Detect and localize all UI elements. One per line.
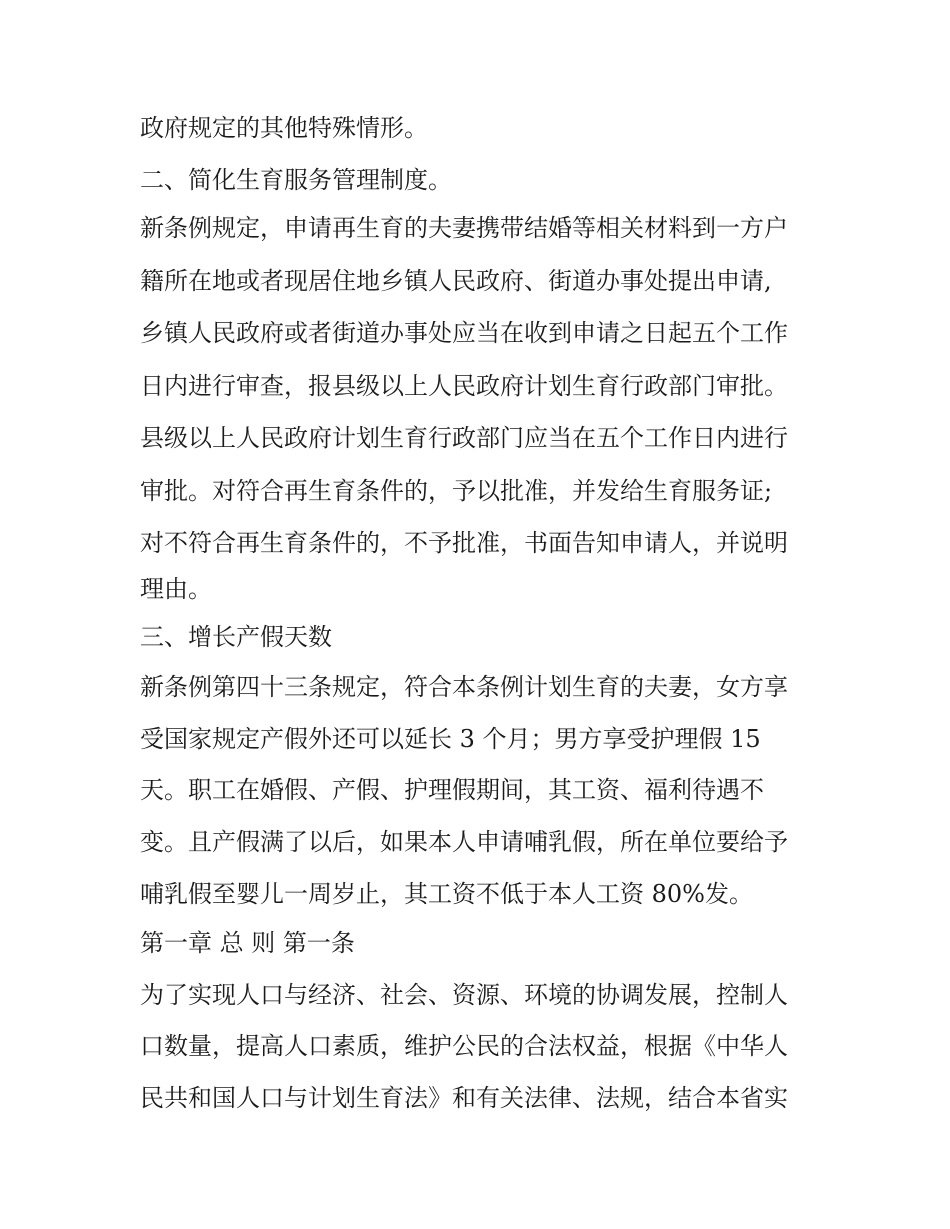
text-line: 哺乳假至婴儿一周岁止，其工资不低于本人工资 80%发。 xyxy=(140,880,753,908)
section-heading: 二、简化生育服务管理制度。 xyxy=(140,166,452,194)
text-line: 政府规定的其他特殊情形。 xyxy=(140,114,428,142)
text-line: 乡镇人民政府或者街道办事处应当在收到申请之日起五个工作 xyxy=(140,319,788,347)
section-heading: 三、增长产假天数 xyxy=(140,623,332,651)
text-line: 对不符合再生育条件的，不予批准，书面告知申请人，并说明 xyxy=(140,529,788,557)
text-line: 籍所在地或者现居住地乡镇人民政府、街道办事处提出申请, xyxy=(140,267,772,295)
text-line: 审批。对符合再生育条件的，予以批准，并发给生育服务证; xyxy=(140,477,773,505)
text-line: 变。且产假满了以后，如果本人申请哺乳假，所在单位要给予 xyxy=(140,828,788,856)
text-line: 县级以上人民政府计划生育行政部门应当在五个工作日内进行 xyxy=(140,424,788,452)
text-line: 受国家规定产假外还可以延长 3 个月；男方享受护理假 15 xyxy=(140,725,761,753)
text-line: 新条例规定，申请再生育的夫妻携带结婚等相关材料到一方户 xyxy=(140,214,788,242)
text-line: 口数量，提高人口素质，维护公民的合法权益，根据《中华人 xyxy=(140,1032,788,1060)
text-line: 天。职工在婚假、产假、护理假期间，其工资、福利待遇不 xyxy=(140,776,764,804)
text-line: 日内进行审查，报县级以上人民政府计划生育行政部门审批。 xyxy=(140,372,788,400)
chapter-heading: 第一章 总 则 第一条 xyxy=(140,929,355,957)
text-line: 理由。 xyxy=(140,575,212,603)
text-line: 为了实现人口与经济、社会、资源、环境的协调发展，控制人 xyxy=(140,981,788,1009)
text-line: 民共和国人口与计划生育法》和有关法律、法规，结合本省实 xyxy=(140,1084,788,1112)
text-line: 新条例第四十三条规定，符合本条例计划生育的夫妻，女方享 xyxy=(140,673,788,701)
